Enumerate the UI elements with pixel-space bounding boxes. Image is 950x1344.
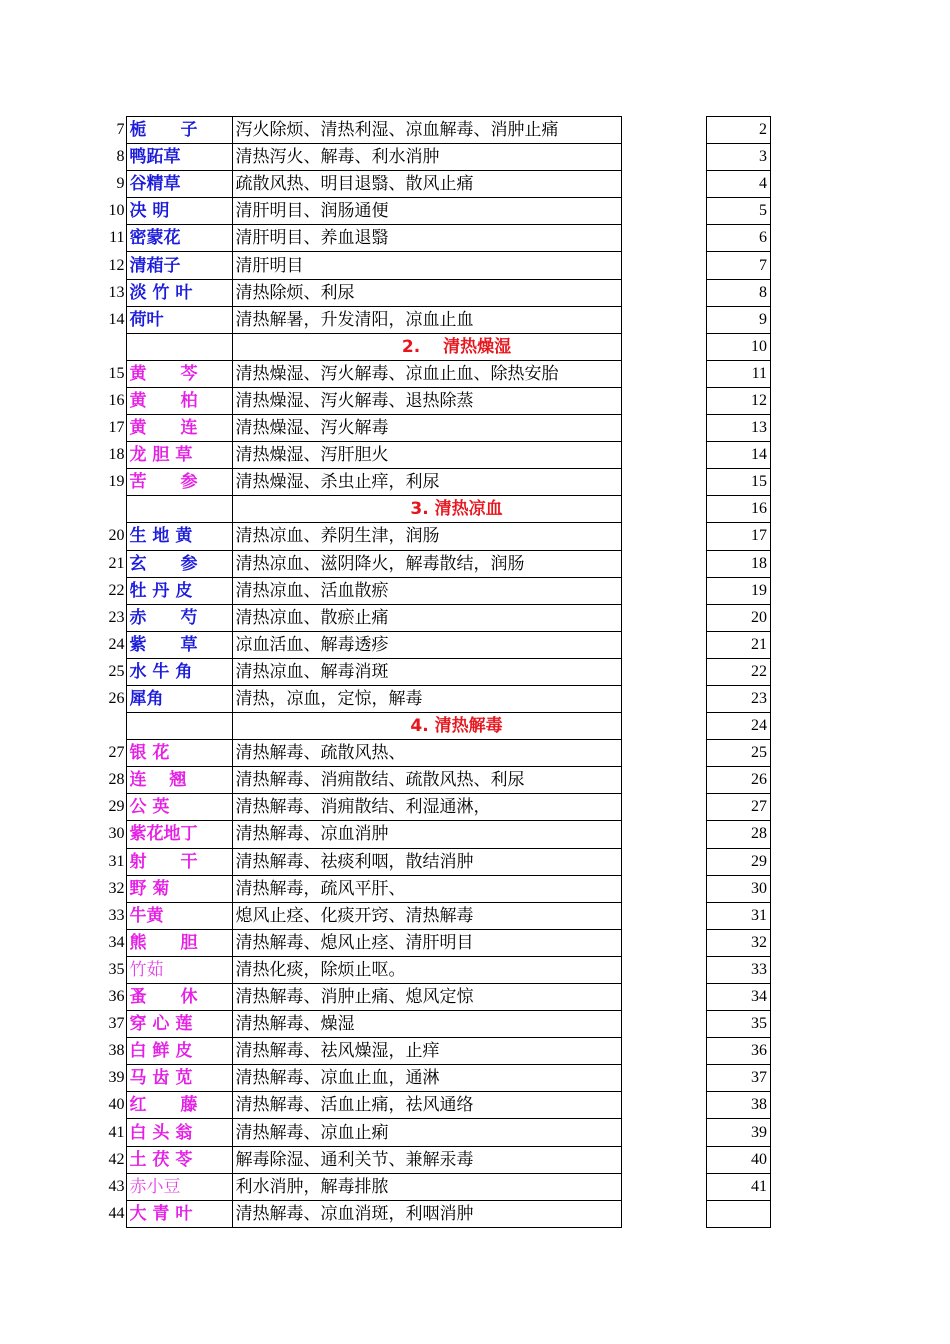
herb-name: 龙 胆 草 [126,442,232,469]
herb-effect: 清热解毒、活血止痛，祛风通络 [232,1092,621,1119]
herb-row [100,279,621,306]
herb-row [100,767,621,794]
herb-name: 淡 竹 叶 [126,279,232,306]
page-number: 30 [707,875,771,902]
page-number-row [707,198,771,225]
herb-row [100,1065,621,1092]
herb-name: 连 翘 [126,767,232,794]
herb-row [100,821,621,848]
row-number: 38 [108,1042,125,1060]
page-number-row [707,794,771,821]
row-number: 18 [108,446,125,464]
herb-effect: 清热除烦、利尿 [232,279,621,306]
herb-row [100,685,621,712]
page-number: 24 [707,713,771,740]
page-number: 5 [707,198,771,225]
herb-effect: 清热凉血、解毒消斑 [232,658,621,685]
herb-row [100,523,621,550]
row-number: 40 [108,1096,125,1114]
page-number-row [707,550,771,577]
page-number-row [707,171,771,198]
herb-row [100,225,621,252]
page-number: 25 [707,740,771,767]
page-number-row [707,658,771,685]
page-number-row [707,740,771,767]
page-number-row [707,415,771,442]
row-number: 23 [108,608,125,626]
herb-row [100,415,621,442]
page-number: 41 [707,1173,771,1200]
row-number: 16 [108,391,125,409]
herb-effect: 清热燥湿、泻火解毒 [232,415,621,442]
herb-effect: 清热解毒、凉血消肿 [232,821,621,848]
page-number-body [707,117,771,1228]
herb-name: 水 牛 角 [126,658,232,685]
herb-effect: 清热解毒、凉血止血，通淋 [232,1065,621,1092]
page-number-row [707,956,771,983]
row-number: 21 [108,554,125,572]
herb-row [100,117,621,144]
herb-effect: 清热燥湿、杀虫止痒，利尿 [232,469,621,496]
page-number: 34 [707,984,771,1011]
row-number: 32 [108,879,125,897]
herb-effect: 清肝明目、养血退翳 [232,225,621,252]
herb-row [100,550,621,577]
herb-name: 大 青 叶 [126,1200,232,1227]
herb-row [100,252,621,279]
herb-name: 鸭跖草 [126,144,232,171]
page-number: 32 [707,929,771,956]
empty-name-cell [126,333,232,360]
page-number-row [707,984,771,1011]
herb-effect: 利水消肿，解毒排脓 [232,1173,621,1200]
page-number-row [707,1065,771,1092]
row-number: 36 [108,988,125,1006]
row-number: 28 [108,771,125,789]
section-heading: 2. 清热燥湿 [232,333,621,360]
page-number: 36 [707,1038,771,1065]
row-number: 35 [108,960,125,978]
page-number-row [707,144,771,171]
herb-effect: 清热解毒、祛痰利咽，散结消肿 [232,848,621,875]
herb-effect: 清热，凉血，定惊，解毒 [232,685,621,712]
page-number: 9 [707,306,771,333]
page-number: 26 [707,767,771,794]
page-number: 21 [707,631,771,658]
page-number-row [707,252,771,279]
herb-row [100,875,621,902]
herb-name: 射 干 [126,848,232,875]
page-number: 12 [707,387,771,414]
row-number: 12 [108,256,125,274]
herb-row [100,469,621,496]
herb-effect: 清热燥湿、泻火解毒、凉血止血、除热安胎 [232,360,621,387]
row-number: 25 [108,662,125,680]
row-number: 7 [116,121,125,139]
page-number: 18 [707,550,771,577]
page-number: 29 [707,848,771,875]
herb-row [100,794,621,821]
page-number: 13 [707,415,771,442]
herb-effect: 清热解毒、熄风止痉、清肝明目 [232,929,621,956]
section-heading-row [100,333,621,360]
herb-row [100,1146,621,1173]
herb-name: 黄 芩 [126,360,232,387]
section-heading-row [100,496,621,523]
page-number: 3 [707,144,771,171]
page-number-row [707,387,771,414]
page-number-row [707,685,771,712]
herb-effect: 清热凉血、滋阴降火，解毒散结，润肠 [232,550,621,577]
herb-name: 马 齿 苋 [126,1065,232,1092]
page-number: 28 [707,821,771,848]
herb-effect: 疏散风热、明目退翳、散风止痛 [232,171,621,198]
herb-name: 黄 柏 [126,387,232,414]
herb-row [100,171,621,198]
page-number: 7 [707,252,771,279]
herb-effect: 熄风止痉、化痰开窍、清热解毒 [232,902,621,929]
row-number: 34 [108,933,125,951]
row-number: 14 [108,310,125,328]
herb-effect: 清热解毒、凉血消斑，利咽消肿 [232,1200,621,1227]
page-number: 2 [707,117,771,144]
herb-name: 赤小豆 [126,1173,232,1200]
herb-row [100,740,621,767]
section-heading-row [100,713,621,740]
herb-effect: 清热凉血、散瘀止痛 [232,604,621,631]
page-number: 40 [707,1146,771,1173]
row-number [100,713,126,740]
page-number: 6 [707,225,771,252]
herb-effect: 解毒除湿、通利关节、兼解汞毒 [232,1146,621,1173]
page-number: 11 [707,360,771,387]
herb-table [100,116,622,1228]
page-number-row [707,875,771,902]
page-number-row [707,360,771,387]
herb-name: 栀 子 [126,117,232,144]
page-number-row [707,929,771,956]
herb-row [100,1038,621,1065]
herb-table-body [100,117,621,1228]
herb-effect: 凉血活血、解毒透疹 [232,631,621,658]
herb-effect: 清热凉血、活血散瘀 [232,577,621,604]
page-number: 10 [707,333,771,360]
herb-row [100,631,621,658]
herb-effect: 清热解毒、燥湿 [232,1011,621,1038]
page-number: 20 [707,604,771,631]
row-number: 20 [108,527,125,545]
herb-effect: 清热解毒、消肿止痛、熄风定惊 [232,984,621,1011]
herb-effect: 清热解毒、祛风燥湿，止痒 [232,1038,621,1065]
row-number: 11 [109,229,125,247]
herb-row [100,956,621,983]
page-number-row [707,902,771,929]
herb-effect: 清热解毒、消痈散结、疏散风热、利尿 [232,767,621,794]
row-number: 30 [108,825,125,843]
page-number: 22 [707,658,771,685]
herb-row [100,848,621,875]
page-number: 14 [707,442,771,469]
herb-row [100,1011,621,1038]
section-heading: 3. 清热凉血 [232,496,621,523]
herb-row [100,360,621,387]
herb-name: 决 明 [126,198,232,225]
page-number: 35 [707,1011,771,1038]
row-number [100,333,126,360]
herb-effect: 清肝明目、润肠通便 [232,198,621,225]
herb-name: 土 茯 苓 [126,1146,232,1173]
row-number: 42 [108,1150,125,1168]
herb-row [100,1092,621,1119]
page-number-row [707,713,771,740]
empty-name-cell [126,496,232,523]
page-number-row [707,1200,771,1227]
page-number [707,1200,771,1227]
herb-name: 玄 参 [126,550,232,577]
row-number: 19 [108,473,125,491]
herb-name: 熊 胆 [126,929,232,956]
page-number-row [707,117,771,144]
page-number: 39 [707,1119,771,1146]
row-number: 10 [108,202,125,220]
row-number: 8 [116,148,125,166]
herb-row [100,198,621,225]
herb-effect: 清热燥湿、泻肝胆火 [232,442,621,469]
herb-row [100,604,621,631]
herb-name: 犀角 [126,685,232,712]
herb-row [100,577,621,604]
page-number: 15 [707,469,771,496]
row-number [100,496,126,523]
herb-effect: 清热凉血、养阴生津，润肠 [232,523,621,550]
page-number-row [707,469,771,496]
row-number: 43 [108,1177,125,1195]
herb-name: 野 菊 [126,875,232,902]
herb-effect: 清热解暑，升发清阳，凉血止血 [232,306,621,333]
herb-row [100,1119,621,1146]
herb-name: 红 藤 [126,1092,232,1119]
herb-row [100,902,621,929]
herb-effect: 清热解毒、消痈散结、利湿通淋， [232,794,621,821]
herb-row [100,1200,621,1227]
herb-effect: 清热解毒、疏散风热、 [232,740,621,767]
herb-name: 黄 连 [126,415,232,442]
herb-row [100,658,621,685]
page-number: 27 [707,794,771,821]
herb-name: 牛黄 [126,902,232,929]
herb-row [100,929,621,956]
herb-row [100,984,621,1011]
row-number: 29 [108,798,125,816]
herb-name: 竹茹 [126,956,232,983]
herb-name: 紫 草 [126,631,232,658]
page-number: 16 [707,496,771,523]
page-number-row [707,604,771,631]
page-number: 38 [707,1092,771,1119]
page-number: 17 [707,523,771,550]
herb-row [100,1173,621,1200]
row-number: 39 [108,1069,125,1087]
herb-effect: 泻火除烦、清热利湿、凉血解毒、消肿止痛 [232,117,621,144]
section-heading: 4. 清热解毒 [232,713,621,740]
herb-name: 蚤 休 [126,984,232,1011]
row-number: 31 [108,852,125,870]
page-number: 19 [707,577,771,604]
herb-name: 紫花地丁 [126,821,232,848]
herb-row [100,387,621,414]
herb-name: 清葙子 [126,252,232,279]
row-number: 22 [108,581,125,599]
herb-effect: 清热燥湿、泻火解毒、退热除蒸 [232,387,621,414]
page-number-row [707,1173,771,1200]
page-number-row [707,1038,771,1065]
page-number: 23 [707,685,771,712]
herb-name: 白 头 翁 [126,1119,232,1146]
empty-name-cell [126,713,232,740]
page-number-row [707,848,771,875]
row-number: 33 [108,906,125,924]
page-number-row [707,279,771,306]
herb-name: 牡 丹 皮 [126,577,232,604]
page-number-row [707,631,771,658]
row-number: 13 [108,283,125,301]
page-number-row [707,333,771,360]
herb-effect: 清热解毒，疏风平肝、 [232,875,621,902]
row-number: 37 [108,1015,125,1033]
herb-name: 生 地 黄 [126,523,232,550]
herb-row [100,306,621,333]
page-number-row [707,496,771,523]
herb-name: 穿 心 莲 [126,1011,232,1038]
page-number: 33 [707,956,771,983]
page-number-row [707,1092,771,1119]
page-number-row [707,523,771,550]
row-number: 9 [116,175,125,193]
page-number: 31 [707,902,771,929]
herb-effect: 清热化痰，除烦止呕。 [232,956,621,983]
herb-name: 公 英 [126,794,232,821]
herb-name: 赤 芍 [126,604,232,631]
herb-row [100,144,621,171]
herb-name: 银 花 [126,740,232,767]
row-number: 26 [108,690,125,708]
herb-effect: 清肝明目 [232,252,621,279]
page-number-row [707,1119,771,1146]
herb-effect: 清热解毒、凉血止痢 [232,1119,621,1146]
page-number-row [707,306,771,333]
page-number: 8 [707,279,771,306]
page-number: 37 [707,1065,771,1092]
herb-effect: 清热泻火、解毒、利水消肿 [232,144,621,171]
row-number: 15 [108,364,125,382]
herb-name: 谷精草 [126,171,232,198]
page-number-row [707,1011,771,1038]
page-number-row [707,442,771,469]
page-number-column [706,116,771,1228]
row-number: 27 [108,744,125,762]
page-number-row [707,1146,771,1173]
page-number: 4 [707,171,771,198]
page-number-row [707,225,771,252]
page-number-row [707,577,771,604]
herb-name: 白 鲜 皮 [126,1038,232,1065]
herb-row [100,442,621,469]
row-number: 41 [108,1123,125,1141]
row-number: 44 [108,1204,125,1222]
row-number: 24 [108,635,125,653]
herb-name: 密蒙花 [126,225,232,252]
herb-name: 苦 参 [126,469,232,496]
herb-name: 荷叶 [126,306,232,333]
row-number: 17 [108,419,125,437]
page-number-row [707,767,771,794]
page-number-row [707,821,771,848]
